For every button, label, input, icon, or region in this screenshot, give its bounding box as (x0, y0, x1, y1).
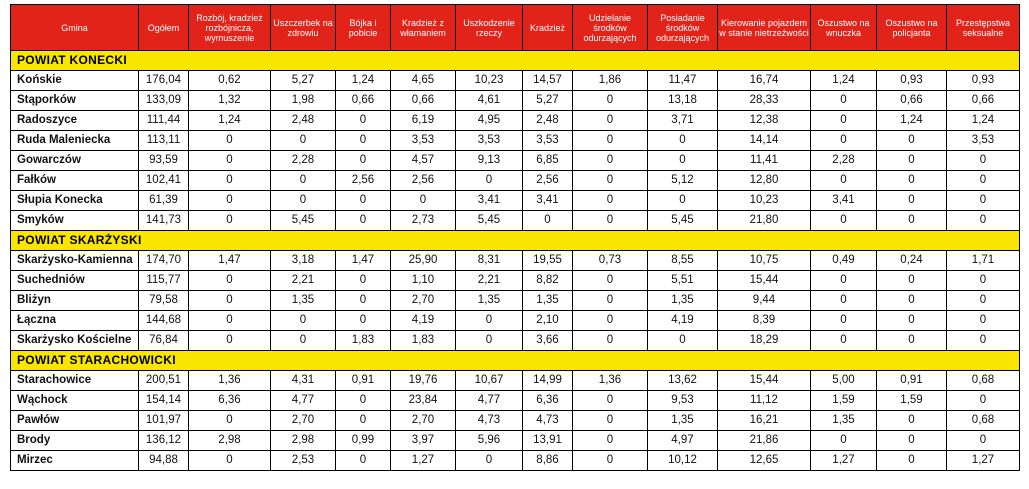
table-cell: 0 (573, 271, 648, 291)
table-cell: 0 (271, 331, 336, 351)
header-row (11, 5, 1020, 51)
table-cell: 0 (877, 171, 947, 191)
table-cell: 0 (573, 171, 648, 191)
table-cell: 0 (336, 111, 391, 131)
column-header: Gmina (11, 5, 139, 51)
crime-statistics-table (10, 4, 1020, 471)
table-cell: 3,53 (523, 131, 573, 151)
table-cell: 76,84 (139, 331, 189, 351)
table-row (11, 371, 1020, 391)
table-cell: 3,53 (947, 131, 1020, 151)
table-cell: 5,96 (456, 431, 523, 451)
table-cell: 1,86 (573, 71, 648, 91)
table-cell: 11,41 (718, 151, 811, 171)
table-cell: 0,66 (877, 91, 947, 111)
table-cell: 3,53 (391, 131, 456, 151)
table-cell: 5,51 (648, 271, 718, 291)
section-row (11, 351, 1020, 371)
table-cell: 5,45 (648, 211, 718, 231)
table-cell: 0 (877, 431, 947, 451)
table-row (11, 451, 1020, 471)
table-cell: 1,59 (811, 391, 877, 411)
table-cell: 3,41 (523, 191, 573, 211)
section-title: POWIAT STARACHOWICKI (11, 351, 1020, 371)
table-cell: 0 (456, 171, 523, 191)
table-cell: 19,55 (523, 251, 573, 271)
table-cell: 0 (811, 91, 877, 111)
table-cell: 0,24 (877, 251, 947, 271)
table-cell: 101,97 (139, 411, 189, 431)
table-cell: 93,59 (139, 151, 189, 171)
table-cell: 0 (877, 191, 947, 211)
table-cell: 2,21 (456, 271, 523, 291)
table-cell: 1,36 (189, 371, 271, 391)
municipality-name: Brody (11, 431, 139, 451)
table-cell: 0 (336, 271, 391, 291)
table-cell: 4,61 (456, 91, 523, 111)
table-cell: 1,32 (189, 91, 271, 111)
table-row (11, 191, 1020, 211)
table-cell: 154,14 (139, 391, 189, 411)
table-row (11, 91, 1020, 111)
table-cell: 9,44 (718, 291, 811, 311)
table-cell: 0 (648, 331, 718, 351)
table-cell: 0 (877, 151, 947, 171)
table-cell: 0 (189, 411, 271, 431)
table-cell: 0 (573, 131, 648, 151)
column-header: Bójka i pobicie (336, 5, 391, 51)
table-cell: 2,56 (336, 171, 391, 191)
table-cell: 0,66 (336, 91, 391, 111)
table-row (11, 171, 1020, 191)
table-cell: 2,98 (271, 431, 336, 451)
table-cell: 0 (271, 131, 336, 151)
table-cell: 0 (573, 211, 648, 231)
table-cell: 136,12 (139, 431, 189, 451)
table-cell: 115,77 (139, 271, 189, 291)
table-cell: 1,35 (648, 291, 718, 311)
table-cell: 0,91 (877, 371, 947, 391)
table-cell: 13,91 (523, 431, 573, 451)
municipality-name: Skarżysko-Kamienna (11, 251, 139, 271)
column-header: Uszkodzenie rzeczy (456, 5, 523, 51)
table-cell: 0,68 (947, 371, 1020, 391)
table-cell: 4,73 (456, 411, 523, 431)
table-cell: 0 (189, 291, 271, 311)
table-cell: 1,24 (877, 111, 947, 131)
table-cell: 11,47 (648, 71, 718, 91)
table-cell: 10,23 (718, 191, 811, 211)
column-header: Kradzież (523, 5, 573, 51)
table-cell: 13,62 (648, 371, 718, 391)
table-cell: 2,48 (523, 111, 573, 131)
table-cell: 1,27 (811, 451, 877, 471)
table-cell: 0 (573, 391, 648, 411)
table-cell: 0 (336, 191, 391, 211)
table-cell: 0 (573, 411, 648, 431)
municipality-name: Suchedniów (11, 271, 139, 291)
table-cell: 3,41 (456, 191, 523, 211)
table-cell: 0 (189, 311, 271, 331)
table-cell: 0 (947, 331, 1020, 351)
table-cell: 1,24 (811, 71, 877, 91)
table-cell: 0 (811, 111, 877, 131)
table-cell: 133,09 (139, 91, 189, 111)
municipality-name: Stąporków (11, 91, 139, 111)
table-cell: 0 (391, 191, 456, 211)
table-cell: 0 (877, 451, 947, 471)
table-cell: 0 (811, 311, 877, 331)
table-cell: 0,49 (811, 251, 877, 271)
table-cell: 94,88 (139, 451, 189, 471)
table-cell: 2,70 (271, 411, 336, 431)
table-cell: 5,27 (523, 91, 573, 111)
table-cell: 0 (811, 211, 877, 231)
table-cell: 2,56 (391, 171, 456, 191)
table-cell: 0 (336, 411, 391, 431)
table-cell: 0 (573, 311, 648, 331)
table-cell: 0 (336, 391, 391, 411)
table-cell: 0 (648, 151, 718, 171)
table-cell: 0 (523, 211, 573, 231)
table-cell: 8,39 (718, 311, 811, 331)
table-cell: 5,45 (271, 211, 336, 231)
table-cell: 2,28 (271, 151, 336, 171)
table-cell: 2,56 (523, 171, 573, 191)
table-cell: 2,70 (391, 411, 456, 431)
table-cell: 14,99 (523, 371, 573, 391)
table-cell: 15,44 (718, 371, 811, 391)
table-cell: 0 (573, 431, 648, 451)
municipality-name: Mirzec (11, 451, 139, 471)
table-cell: 0 (811, 131, 877, 151)
table-cell: 0 (947, 311, 1020, 331)
table-cell: 3,71 (648, 111, 718, 131)
table-cell: 0 (573, 151, 648, 171)
table-cell: 4,77 (271, 391, 336, 411)
municipality-name: Pawłów (11, 411, 139, 431)
table-cell: 0 (947, 211, 1020, 231)
table-cell: 1,47 (336, 251, 391, 271)
table-cell: 0 (189, 151, 271, 171)
table-cell: 1,24 (189, 111, 271, 131)
table-cell: 4,73 (523, 411, 573, 431)
section-row (11, 231, 1020, 251)
table-cell: 18,29 (718, 331, 811, 351)
table-cell: 15,44 (718, 271, 811, 291)
table-cell: 0 (877, 311, 947, 331)
table-cell: 10,23 (456, 71, 523, 91)
table-cell: 1,83 (336, 331, 391, 351)
table-cell: 12,38 (718, 111, 811, 131)
table-cell: 2,53 (271, 451, 336, 471)
table-cell: 2,28 (811, 151, 877, 171)
table-cell: 25,90 (391, 251, 456, 271)
table-cell: 16,74 (718, 71, 811, 91)
table-cell: 1,59 (877, 391, 947, 411)
section-title: POWIAT SKARŻYSKI (11, 231, 1020, 251)
table-cell: 144,68 (139, 311, 189, 331)
table-cell: 0 (456, 311, 523, 331)
table-cell: 5,00 (811, 371, 877, 391)
municipality-name: Końskie (11, 71, 139, 91)
table-cell: 0 (189, 211, 271, 231)
table-row (11, 331, 1020, 351)
table-cell: 1,83 (391, 331, 456, 351)
table-cell: 0 (189, 451, 271, 471)
table-cell: 0 (336, 131, 391, 151)
municipality-name: Radoszyce (11, 111, 139, 131)
table-cell: 0 (947, 291, 1020, 311)
table-cell: 5,45 (456, 211, 523, 231)
table-cell: 4,77 (456, 391, 523, 411)
table-cell: 1,10 (391, 271, 456, 291)
table-cell: 0 (336, 451, 391, 471)
table-cell: 8,82 (523, 271, 573, 291)
column-header: Uszczerbek na zdrowiu (271, 5, 336, 51)
column-header: Udzielanie środków odurzających (573, 5, 648, 51)
table-row (11, 291, 1020, 311)
table-cell: 2,98 (189, 431, 271, 451)
table-cell: 0,66 (391, 91, 456, 111)
municipality-name: Łączna (11, 311, 139, 331)
column-header: Oszustwo na policjanta (877, 5, 947, 51)
column-header: Ogółem (139, 5, 189, 51)
table-cell: 2,48 (271, 111, 336, 131)
municipality-name: Wąchock (11, 391, 139, 411)
table-cell: 0 (336, 211, 391, 231)
section-title: POWIAT KONECKI (11, 51, 1020, 71)
table-cell: 1,71 (947, 251, 1020, 271)
table-cell: 0 (877, 271, 947, 291)
municipality-name: Bliżyn (11, 291, 139, 311)
table-cell: 1,35 (456, 291, 523, 311)
table-cell: 61,39 (139, 191, 189, 211)
table-cell: 21,80 (718, 211, 811, 231)
table-cell: 113,11 (139, 131, 189, 151)
table-cell: 0 (189, 191, 271, 211)
table-cell: 0 (947, 271, 1020, 291)
table-row (11, 411, 1020, 431)
table-cell: 1,35 (648, 411, 718, 431)
table-row (11, 271, 1020, 291)
table-row (11, 71, 1020, 91)
table-cell: 0 (811, 271, 877, 291)
table-cell: 11,12 (718, 391, 811, 411)
table-cell: 111,44 (139, 111, 189, 131)
table-cell: 0 (947, 171, 1020, 191)
table-cell: 9,53 (648, 391, 718, 411)
table-cell: 0 (573, 191, 648, 211)
table-cell: 174,70 (139, 251, 189, 271)
municipality-name: Skarżysko Kościelne (11, 331, 139, 351)
section-row (11, 51, 1020, 71)
table-cell: 200,51 (139, 371, 189, 391)
table-cell: 21,86 (718, 431, 811, 451)
column-header: Kierowanie pojazdem w stanie nietrzeźwości (718, 5, 811, 51)
table-cell: 1,35 (523, 291, 573, 311)
table-cell: 0,66 (947, 91, 1020, 111)
table-row (11, 311, 1020, 331)
table-cell: 1,35 (811, 411, 877, 431)
table-cell: 4,19 (648, 311, 718, 331)
table-cell: 0 (456, 331, 523, 351)
table-cell: 0 (811, 171, 877, 191)
table-cell: 13,18 (648, 91, 718, 111)
table-cell: 0 (573, 111, 648, 131)
table-cell: 0 (189, 131, 271, 151)
table-row (11, 431, 1020, 451)
table-cell: 0 (811, 331, 877, 351)
table-cell: 4,19 (391, 311, 456, 331)
table-cell: 0 (811, 431, 877, 451)
table-cell: 14,57 (523, 71, 573, 91)
table-cell: 0 (271, 311, 336, 331)
municipality-name: Gowarczów (11, 151, 139, 171)
table-cell: 0,91 (336, 371, 391, 391)
table-cell: 0 (947, 151, 1020, 171)
table-cell: 0 (573, 451, 648, 471)
municipality-name: Fałków (11, 171, 139, 191)
table-cell: 3,18 (271, 251, 336, 271)
table-cell: 23,84 (391, 391, 456, 411)
table-cell: 0 (947, 391, 1020, 411)
table-row (11, 211, 1020, 231)
table-cell: 16,21 (718, 411, 811, 431)
table-cell: 1,36 (573, 371, 648, 391)
table-cell: 0,99 (336, 431, 391, 451)
table-cell: 141,73 (139, 211, 189, 231)
table-cell: 0 (947, 431, 1020, 451)
table-cell: 0 (189, 171, 271, 191)
column-header: Oszustwo na wnuczka (811, 5, 877, 51)
table-cell: 3,41 (811, 191, 877, 211)
municipality-name: Smyków (11, 211, 139, 231)
table-cell: 4,97 (648, 431, 718, 451)
table-cell: 0 (336, 291, 391, 311)
table-cell: 8,31 (456, 251, 523, 271)
table-cell: 4,57 (391, 151, 456, 171)
table-cell: 0,68 (947, 411, 1020, 431)
table-cell: 6,19 (391, 111, 456, 131)
table-cell: 0 (336, 151, 391, 171)
table-cell: 12,80 (718, 171, 811, 191)
table-cell: 6,36 (189, 391, 271, 411)
table-cell: 1,35 (271, 291, 336, 311)
table-cell: 1,24 (947, 111, 1020, 131)
table-row (11, 131, 1020, 151)
table-cell: 2,21 (271, 271, 336, 291)
column-header: Przestępstwa seksualne (947, 5, 1020, 51)
table-cell: 28,33 (718, 91, 811, 111)
table-row (11, 111, 1020, 131)
table-cell: 0 (648, 191, 718, 211)
table-cell: 0 (271, 171, 336, 191)
table-cell: 0 (456, 451, 523, 471)
table-cell: 0 (336, 311, 391, 331)
table-cell: 176,04 (139, 71, 189, 91)
table-cell: 0 (947, 191, 1020, 211)
table-cell: 3,53 (456, 131, 523, 151)
table-cell: 10,75 (718, 251, 811, 271)
municipality-name: Starachowice (11, 371, 139, 391)
table-cell: 1,27 (947, 451, 1020, 471)
table-cell: 12,65 (718, 451, 811, 471)
table-cell: 102,41 (139, 171, 189, 191)
table-cell: 0 (573, 91, 648, 111)
table-row (11, 391, 1020, 411)
table-cell: 0 (573, 331, 648, 351)
table-cell: 0 (573, 291, 648, 311)
table-cell: 14,14 (718, 131, 811, 151)
table-cell: 0 (648, 131, 718, 151)
table-cell: 6,85 (523, 151, 573, 171)
table-cell: 6,36 (523, 391, 573, 411)
table-cell: 2,70 (391, 291, 456, 311)
table-cell: 8,55 (648, 251, 718, 271)
table-cell: 10,12 (648, 451, 718, 471)
table-cell: 4,65 (391, 71, 456, 91)
table-cell: 0 (189, 331, 271, 351)
municipality-name: Ruda Maleniecka (11, 131, 139, 151)
table-cell: 19,76 (391, 371, 456, 391)
table-cell: 3,97 (391, 431, 456, 451)
column-header: Kradzież z włamaniem (391, 5, 456, 51)
table-cell: 0,93 (947, 71, 1020, 91)
table-row (11, 151, 1020, 171)
table-cell: 1,47 (189, 251, 271, 271)
table-cell: 1,27 (391, 451, 456, 471)
table-cell: 2,73 (391, 211, 456, 231)
table-cell: 0,73 (573, 251, 648, 271)
column-header: Posiadanie środków odurzających (648, 5, 718, 51)
table-cell: 3,66 (523, 331, 573, 351)
table-cell: 4,95 (456, 111, 523, 131)
table-cell: 0 (877, 291, 947, 311)
table-cell: 0 (877, 211, 947, 231)
column-header: Rozbój, kradzież rozbójnicza, wymuszenie (189, 5, 271, 51)
table-cell: 5,12 (648, 171, 718, 191)
table-cell: 9,13 (456, 151, 523, 171)
table-cell: 0,93 (877, 71, 947, 91)
table-cell: 0,62 (189, 71, 271, 91)
table-cell: 0 (189, 271, 271, 291)
table-cell: 0 (877, 131, 947, 151)
table-cell: 0 (811, 291, 877, 311)
table-cell: 0 (271, 191, 336, 211)
table-cell: 8,86 (523, 451, 573, 471)
table-cell: 4,31 (271, 371, 336, 391)
table-row (11, 251, 1020, 271)
table-cell: 2,10 (523, 311, 573, 331)
table-body (11, 51, 1020, 471)
table-cell: 10,67 (456, 371, 523, 391)
table-cell: 1,98 (271, 91, 336, 111)
table-cell: 5,27 (271, 71, 336, 91)
table-cell: 1,24 (336, 71, 391, 91)
table-cell: 0 (877, 411, 947, 431)
municipality-name: Słupia Konecka (11, 191, 139, 211)
table-cell: 79,58 (139, 291, 189, 311)
table-cell: 0 (877, 331, 947, 351)
